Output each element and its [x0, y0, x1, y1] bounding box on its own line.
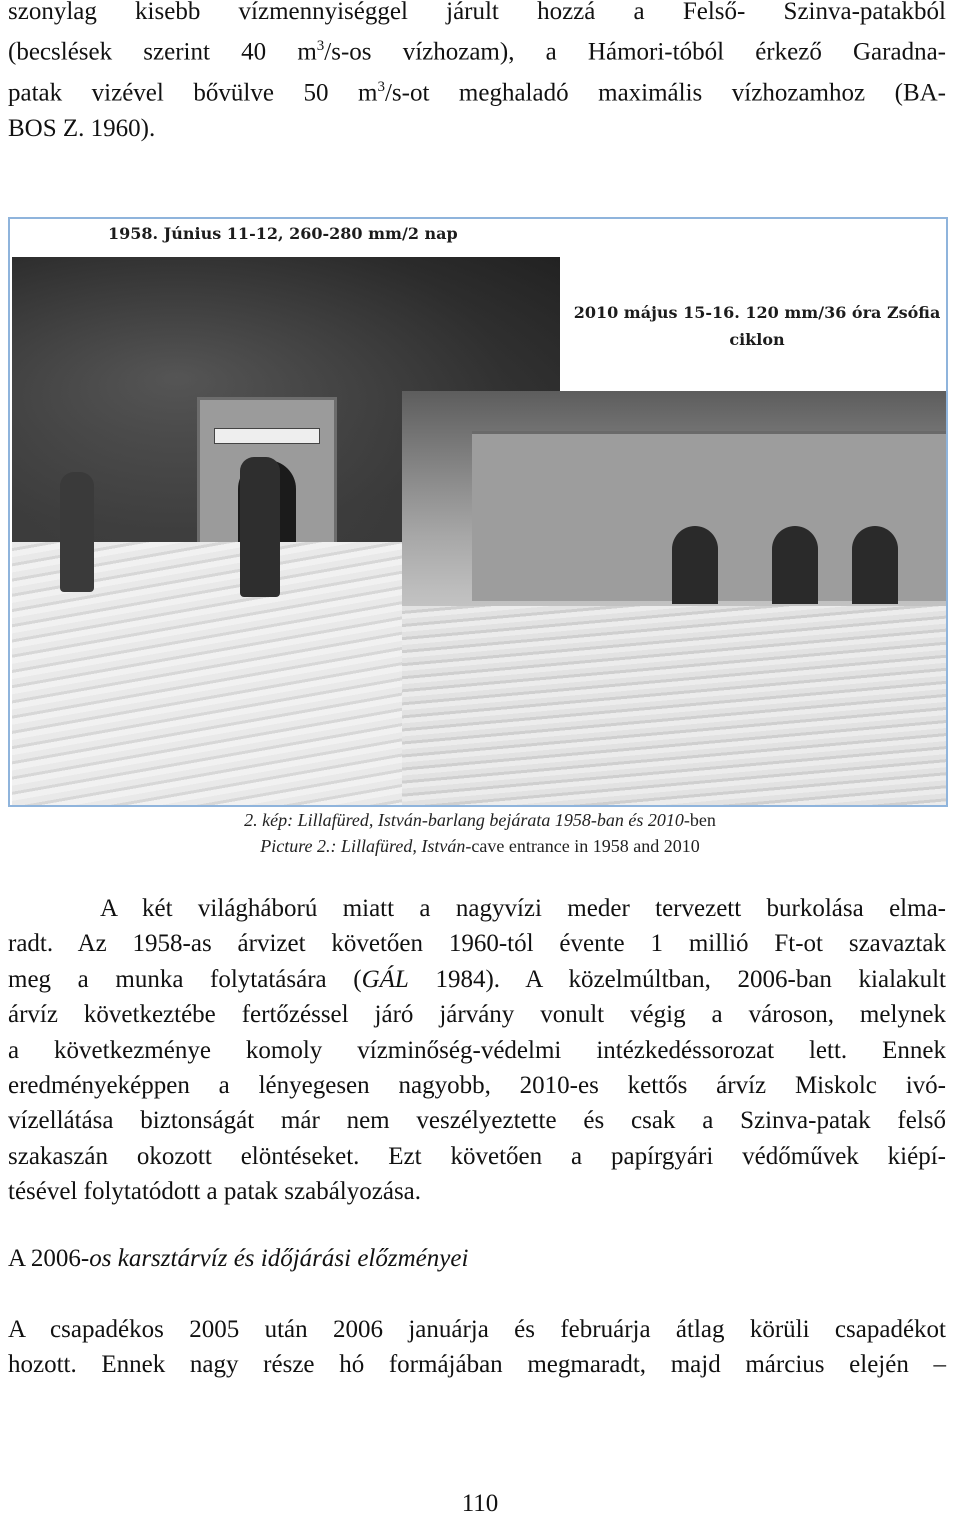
photo-2010-flood	[402, 391, 948, 805]
photo-door	[772, 526, 818, 604]
text-line	[8, 29, 946, 70]
intro-paragraph	[8, 0, 946, 146]
figure-label-line: ciklon	[729, 330, 785, 349]
text-span: meg a munka folytatására (	[8, 965, 362, 993]
body-paragraph	[8, 1312, 946, 1383]
text-span: /s-ot meghaladó maximális vízhozamhoz (BA-	[384, 79, 946, 107]
text-line: vízellátása biztonságát már nem veszélyeztette és csak a Szinva-patak felső	[8, 1107, 946, 1135]
figure-cave-entrance	[8, 217, 948, 807]
caption-italic: 2. kép: Lillafüred, István-barlang bejárata 1958-ban és 2010-	[244, 810, 690, 830]
body-paragraph	[8, 891, 946, 1210]
figure-label-2010	[572, 299, 942, 353]
text-line: BOS Z. 1960).	[8, 114, 156, 142]
text-line: tésével folytatódott a patak szabályozása.	[8, 1178, 422, 1206]
text-span: patak vizével bővülve 50 m	[8, 79, 378, 107]
section-heading	[8, 1241, 468, 1276]
text-line: eredményeképpen a lényegesen nagyobb, 2010-es kettős árvíz Miskolc ivó-	[8, 1072, 946, 1100]
text-span: 1984). A közelmúltban, 2006-ban kialakult	[408, 965, 947, 993]
text-line: szakaszán okozott elöntéseket. Ezt követően a papírgyári védőművek kiépí-	[8, 1142, 946, 1170]
photo-door	[852, 526, 898, 604]
photo-person	[240, 457, 280, 597]
figure-caption-hungarian	[0, 806, 960, 834]
text-span: (becslések szerint 40 m	[8, 38, 317, 66]
text-line	[8, 70, 946, 111]
text-line: szonylag kisebb vízmennyiséggel járult hozzá a Felső- Szinva-patakból	[8, 0, 946, 25]
figure-caption-english	[0, 832, 960, 860]
heading-normal: A 2006-	[8, 1245, 90, 1272]
photo-person	[60, 472, 94, 592]
superscript: 3	[377, 79, 385, 96]
superscript: 3	[316, 38, 325, 55]
text-line	[8, 962, 946, 997]
text-line: A csapadékos 2005 után 2006 januárja és februárja átlag körüli csapadékot	[8, 1316, 946, 1343]
figure-label-1958: 1958. Június 11-12, 260-280 mm/2 nap	[108, 224, 458, 243]
photo-door	[672, 526, 718, 604]
text-line: árvíz következtébe fertőzéssel járó járvány vonult végig a városon, melynek	[8, 1001, 946, 1029]
heading-italic: os karsztárvíz és időjárási előzményei	[89, 1245, 469, 1272]
photo-floodwater	[402, 606, 948, 805]
page-number: 110	[461, 1490, 499, 1517]
text-line: a következménye komoly vízminőség-védelmi intézkedéssorozat lett. Ennek	[8, 1036, 946, 1064]
photo-building	[472, 431, 948, 601]
caption-normal: cave entrance in 1958 and 2010	[471, 836, 700, 856]
text-line: hozott. Ennek nagy része hó formájában megmaradt, majd március elején –	[8, 1351, 946, 1379]
figure-label-line: 2010 május 15-16. 120 mm/36 óra Zsófia	[573, 303, 941, 322]
caption-normal: ben	[689, 810, 716, 830]
author-citation: GÁL	[361, 965, 409, 993]
text-line: A két világháború miatt a nagyvízi meder tervezett burkolása elma-	[100, 895, 946, 922]
caption-italic: Picture 2.: Lillafüred, István-	[260, 836, 472, 856]
text-line: radt. Az 1958-as árvizet követően 1960-tól évente 1 millió Ft-ot szavaztak	[8, 930, 946, 958]
photo-gate-sign	[214, 428, 320, 444]
text-span: /s-os vízhozam), a Hámori-tóból érkező Garadna-	[324, 38, 946, 66]
